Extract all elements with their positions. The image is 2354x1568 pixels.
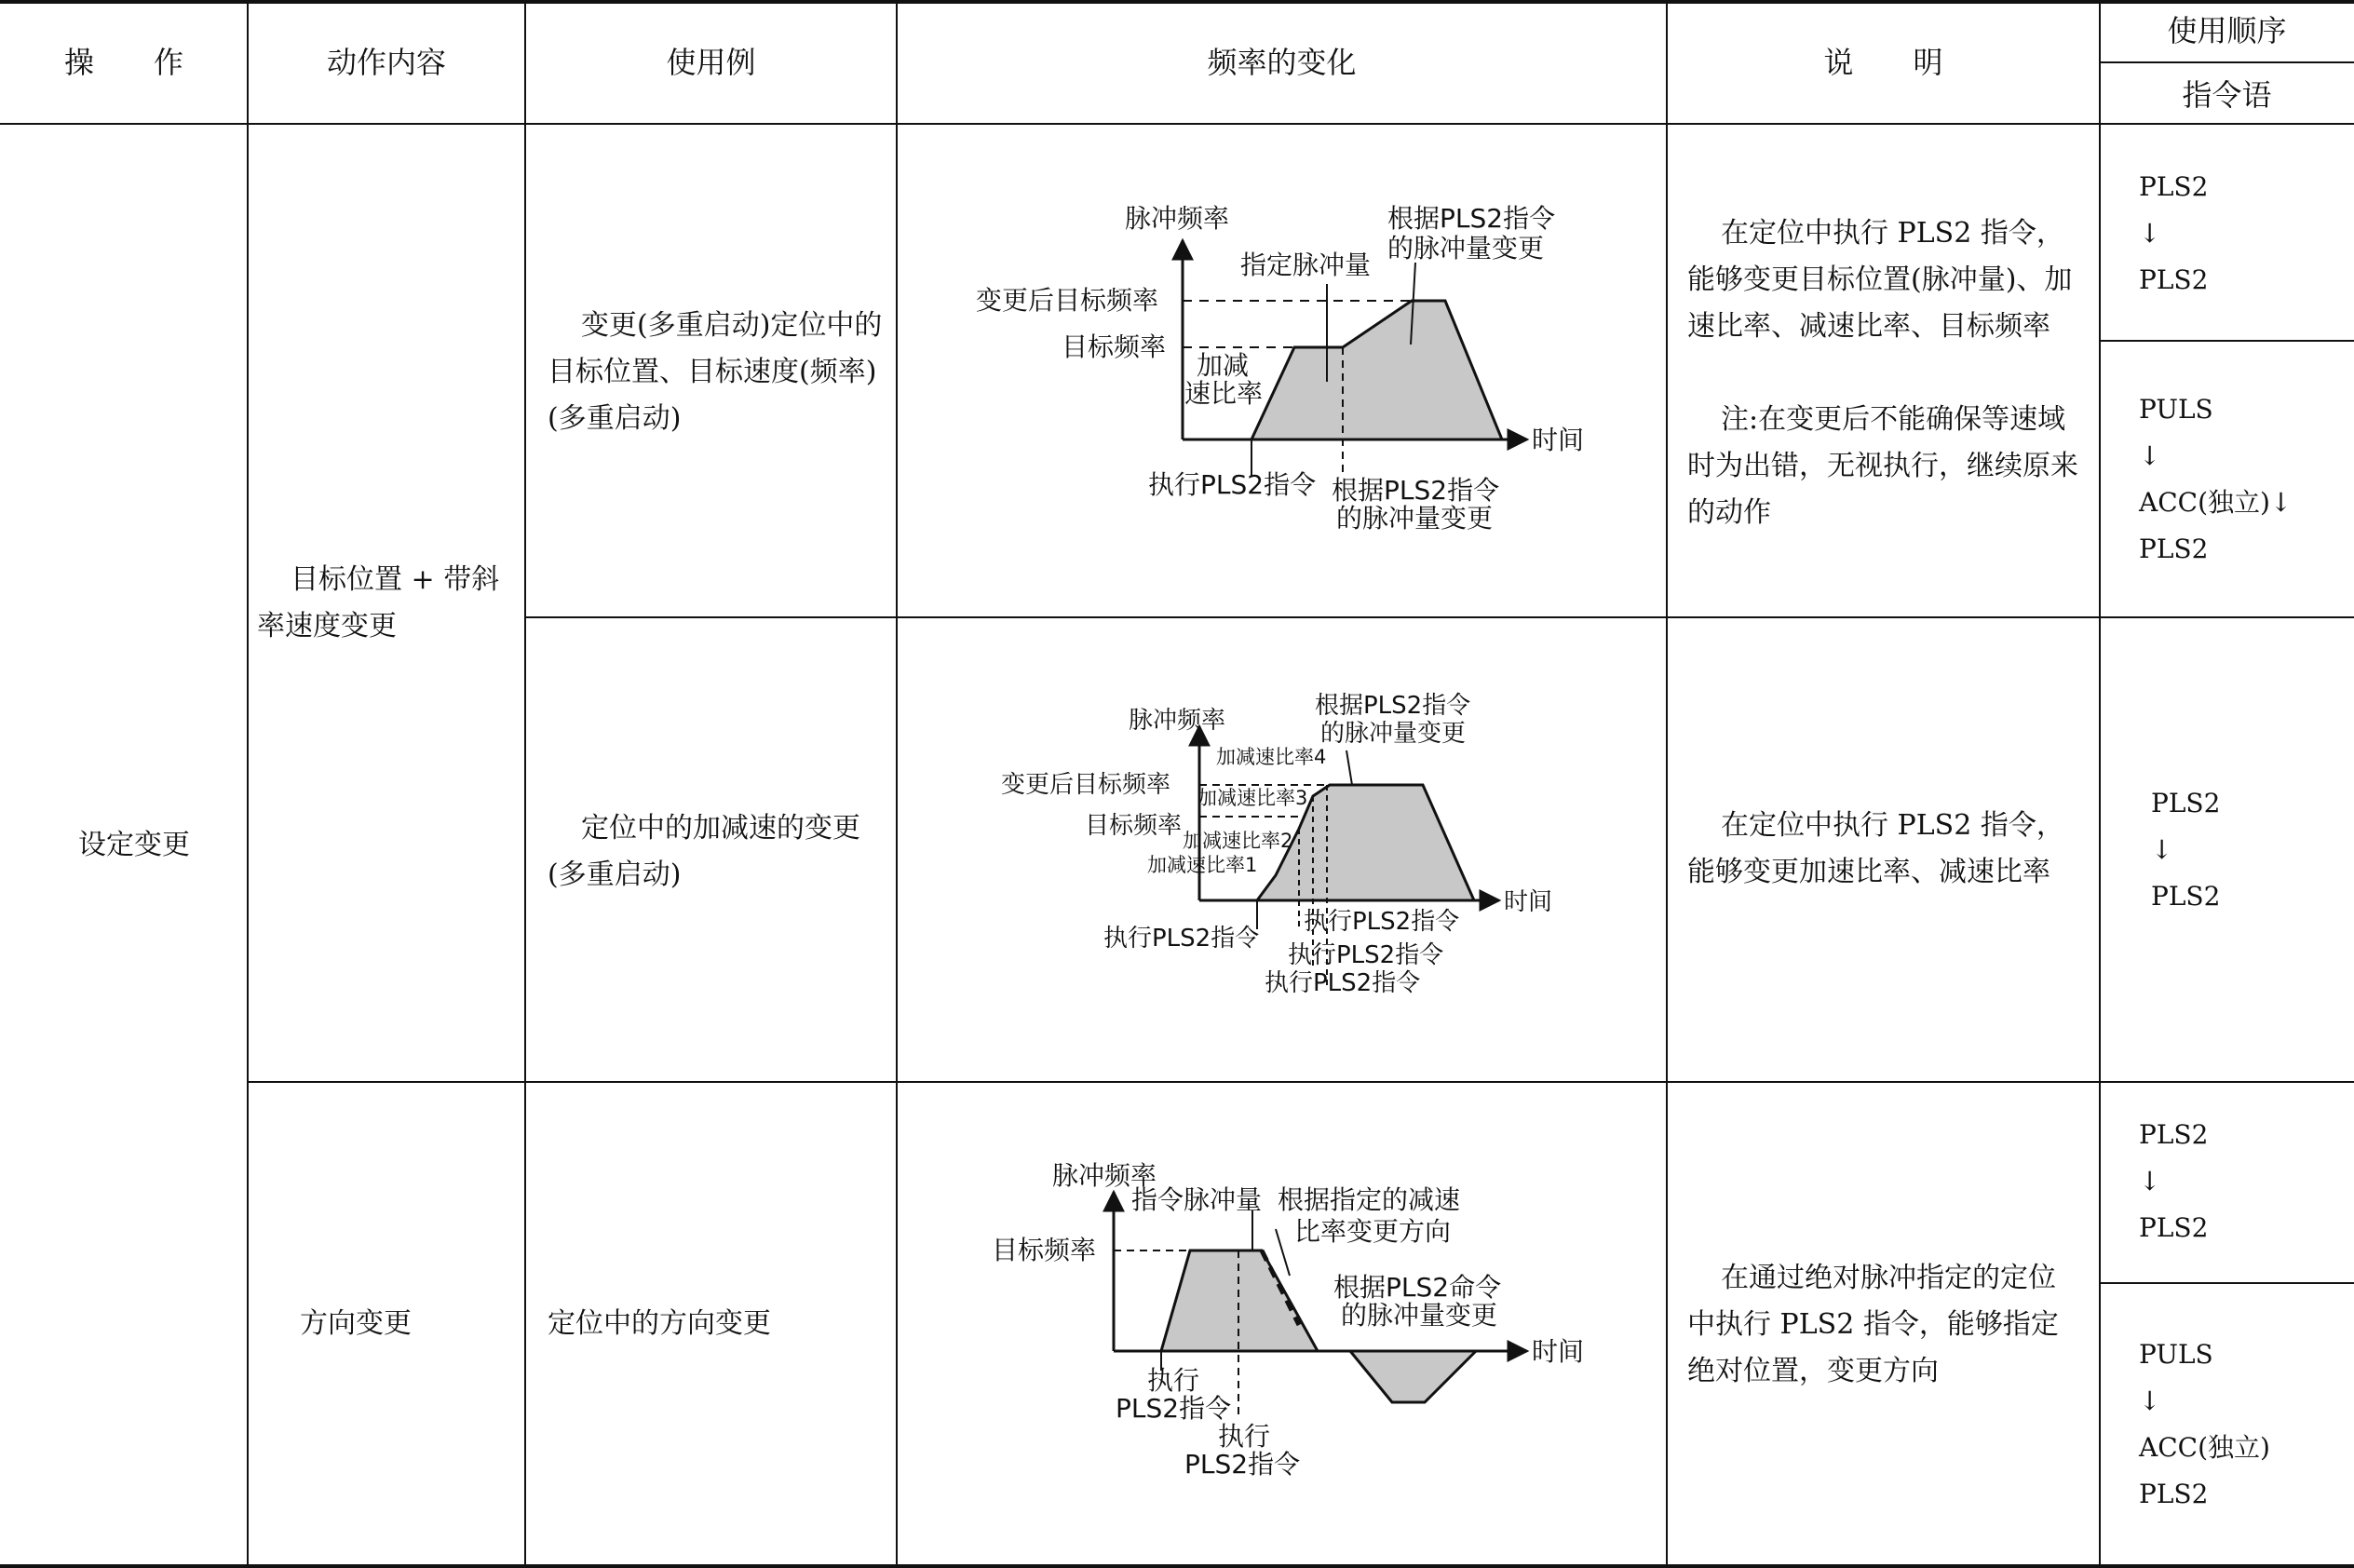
label-pulse: 指令脉冲量	[1131, 1184, 1263, 1215]
example-row-3: 定位中的方向变更	[548, 1307, 771, 1340]
label-ratio1: 加减速比率1	[1147, 854, 1258, 876]
label-pulse: 指定脉冲量	[1240, 250, 1372, 280]
header-example: 使用例	[666, 45, 756, 80]
label-exec2-2: PLS2指令	[1184, 1449, 1301, 1480]
operation-cell: 设定变更	[78, 829, 190, 861]
label-exec: 执行PLS2指令	[1148, 469, 1317, 500]
label-changed-target: 变更后目标频率	[1001, 771, 1171, 799]
command-line: PLS2	[2151, 788, 2221, 818]
label-exec-b: 执行PLS2指令	[1304, 908, 1460, 936]
freq-diagram-1	[968, 196, 1602, 549]
label-exec-c: 执行PLS2指令	[1288, 941, 1444, 969]
label-change-1: 根据PLS2命令	[1333, 1272, 1502, 1303]
label-ratio4: 加减速比率4	[1216, 746, 1327, 768]
y-axis-label: 脉冲频率	[1129, 707, 1226, 735]
example-row-1: 变更(多重启动)定位中的目标位置、目标速度(频率)(多重启动)	[548, 309, 883, 435]
command-line: PLS2	[2139, 171, 2209, 202]
leader-change	[1346, 750, 1352, 785]
header-instruction: 指令语	[2182, 77, 2272, 113]
label-exec1-1: 执行	[1147, 1365, 1200, 1396]
leader-decel	[1276, 1229, 1290, 1276]
label-change-bottom-2: 的脉冲量变更	[1336, 503, 1494, 534]
command-arrow: ↓	[2151, 834, 2173, 865]
label-exec-a: 执行PLS2指令	[1103, 925, 1260, 953]
label-exec2-1: 执行	[1218, 1421, 1271, 1452]
explanation-row-1-a: 在定位中执行 PLS2 指令，能够变更目标位置(脉冲量)、加速比率、减速比率、目标频率	[1687, 217, 2073, 343]
label-decel-2: 比率变更方向	[1294, 1216, 1452, 1247]
command-arrow: ↓	[2139, 218, 2161, 249]
label-exec1-2: PLS2指令	[1116, 1393, 1232, 1424]
label-decel-1: 根据指定的减速	[1278, 1184, 1461, 1215]
command-block-row1-a	[2139, 164, 2208, 304]
label-accel-1: 加减	[1197, 350, 1250, 381]
command-line: PLS2	[2139, 1119, 2209, 1150]
freq-diagram-3	[987, 1155, 1620, 1490]
freq-diagram-2	[987, 689, 1583, 1010]
command-line: PULS	[2139, 1339, 2213, 1370]
command-line: PULS	[2139, 394, 2213, 425]
command-line: PLS2	[2139, 1479, 2209, 1509]
header-explanation: 说 明	[1823, 45, 1943, 80]
label-change-2: 的脉冲量变更	[1320, 720, 1467, 748]
explanation-row-3: 在通过绝对脉冲指定的定位中执行 PLS2 指令，能够指定绝对位置，变更方向	[1687, 1262, 2059, 1387]
label-target: 目标频率	[1085, 812, 1183, 840]
label-ratio2: 加减速比率2	[1183, 830, 1293, 852]
label-target: 目标频率	[992, 1235, 1097, 1265]
command-line: ACC(独立)↓	[2139, 487, 2293, 518]
label-exec-d: 执行PLS2指令	[1265, 969, 1421, 997]
label-change-top-1: 根据PLS2指令	[1387, 203, 1556, 234]
header-usage-order: 使用顺序	[2167, 13, 2287, 48]
command-line: ACC(独立)	[2139, 1432, 2270, 1463]
label-accel-2: 速比率	[1184, 378, 1264, 409]
x-axis-label: 时间	[1532, 1336, 1585, 1367]
explanation-row-2: 在定位中执行 PLS2 指令，能够变更加速比率、减速比率	[1687, 809, 2064, 888]
action-target-slope: 目标位置 + 带斜率速度变更	[257, 563, 500, 642]
label-change-2: 的脉冲量变更	[1341, 1300, 1498, 1331]
x-axis-label: 时间	[1504, 888, 1553, 916]
command-arrow: ↓	[2139, 1386, 2161, 1416]
header-freq-change: 频率的变化	[1207, 45, 1357, 80]
command-line: PLS2	[2139, 264, 2209, 295]
command-line: PLS2	[2139, 1212, 2209, 1243]
example-row-2: 定位中的加减速的变更(多重启动)	[548, 812, 860, 891]
header-action: 动作内容	[326, 45, 446, 80]
freq-profile-area	[1251, 301, 1502, 439]
x-axis-label: 时间	[1532, 425, 1585, 455]
command-block-row2	[2151, 780, 2220, 920]
command-arrow: ↓	[2139, 440, 2161, 471]
command-block-row3-b	[2139, 1331, 2270, 1518]
explanation-row-1-b: 注:在变更后不能确保等速域时为出错，无视执行，继续原来的动作	[1687, 403, 2078, 529]
label-changed-target: 变更后目标频率	[976, 285, 1159, 316]
y-axis-label: 脉冲频率	[1052, 1160, 1157, 1191]
command-arrow: ↓	[2139, 1166, 2161, 1196]
command-line: PLS2	[2139, 534, 2209, 564]
label-target: 目标频率	[1062, 331, 1167, 362]
y-axis-label: 脉冲频率	[1125, 203, 1230, 234]
label-change-top-2: 的脉冲量变更	[1387, 233, 1545, 264]
command-block-row3-a	[2139, 1112, 2208, 1251]
header-operation: 操 作	[63, 45, 183, 80]
action-direction: 方向变更	[300, 1307, 412, 1340]
label-change-bottom-1: 根据PLS2指令	[1332, 475, 1500, 506]
command-block-row1-b	[2139, 386, 2292, 573]
command-line: PLS2	[2151, 881, 2221, 912]
label-ratio3: 加减速比率3	[1197, 787, 1308, 809]
label-change-1: 根据PLS2指令	[1315, 692, 1471, 720]
